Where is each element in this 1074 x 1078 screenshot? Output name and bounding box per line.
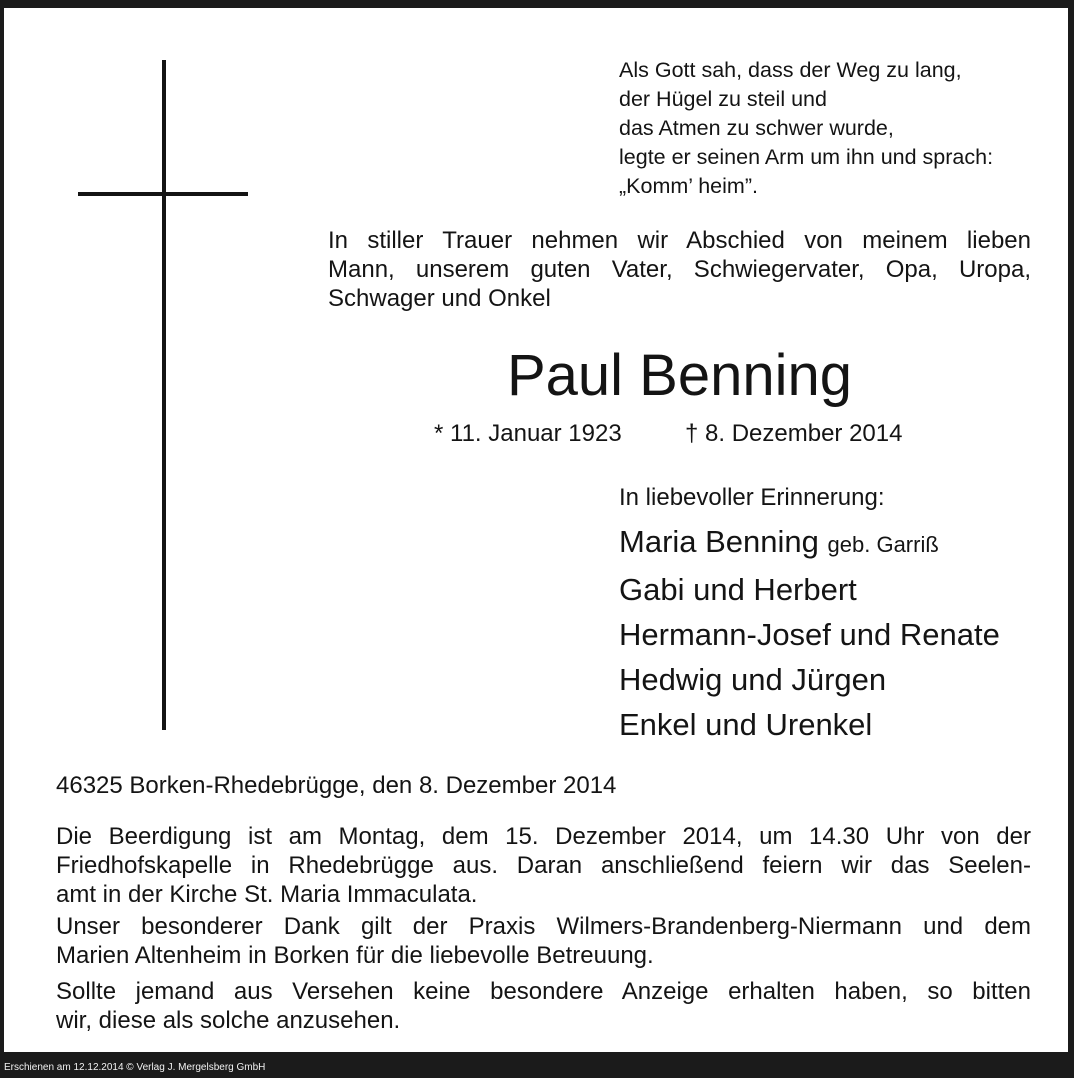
notice-line: wir, diese als solche anzusehen. [56,1007,401,1034]
memory-label: In liebevoller Erinnerung: [619,484,885,511]
mourner-entry: Hermann-Josef und Renate [619,617,1000,652]
death-date: † 8. Dezember 2014 [685,420,903,447]
intro-line: Mann, unserem guten Vater, Schwiegervater, Opa, Uropa, [328,256,1031,283]
cross-icon-horizontal [78,192,248,196]
funeral-line: Die Beerdigung ist am Montag, dem 15. Dezember 2014, um 14.30 Uhr von der [56,823,1031,850]
cross-icon-vertical [162,60,166,730]
maiden-name: geb. Garriß [827,532,939,557]
thanks-line: Marien Altenheim in Borken für die liebevolle Betreuung. [56,942,654,969]
funeral-info [56,822,1031,909]
notice-text [56,977,1031,1035]
intro-text [328,226,1031,313]
poem [619,56,1059,201]
poem-line: Als Gott sah, dass der Weg zu lang, [619,58,962,82]
intro-line: In stiller Trauer nehmen wir Abschied von meinem lieben [328,227,1031,254]
mourner-entry: Enkel und Urenkel [619,707,873,742]
thanks-text [56,912,1031,970]
poem-line: legte er seinen Arm um ihn und sprach: [619,145,994,169]
thanks-line: Unser besonderer Dank gilt der Praxis Wilmers-Brandenberg-Niermann und dem [56,913,1031,940]
funeral-line: amt in der Kirche St. Maria Immaculata. [56,881,478,908]
place-date: 46325 Borken-Rhedebrügge, den 8. Dezember 2014 [56,772,617,799]
mourner-name: Maria Benning [619,524,819,559]
mourner-entry: Hedwig und Jürgen [619,662,887,697]
poem-line: der Hügel zu steil und [619,87,827,111]
deceased-name: Paul Benning [506,343,853,408]
poem-line: das Atmen zu schwer wurde, [619,116,894,140]
mourner-entry: Gabi und Herbert [619,572,857,607]
intro-line: Schwager und Onkel [328,285,551,312]
publication-footer: Erschienen am 12.12.2014 © Verlag J. Mergelsberg GmbH [4,1062,266,1073]
birth-date: * 11. Januar 1923 [434,420,622,447]
funeral-line: Friedhofskapelle in Rhedebrügge aus. Daran anschließend feiern wir das Seelen- [56,852,1031,879]
poem-line: „Komm’ heim”. [619,174,758,198]
notice-line: Sollte jemand aus Versehen keine besondere Anzeige erhalten haben, so bitten [56,978,1031,1005]
mourner-entry [619,519,1000,567]
mourners-list [619,519,1000,747]
